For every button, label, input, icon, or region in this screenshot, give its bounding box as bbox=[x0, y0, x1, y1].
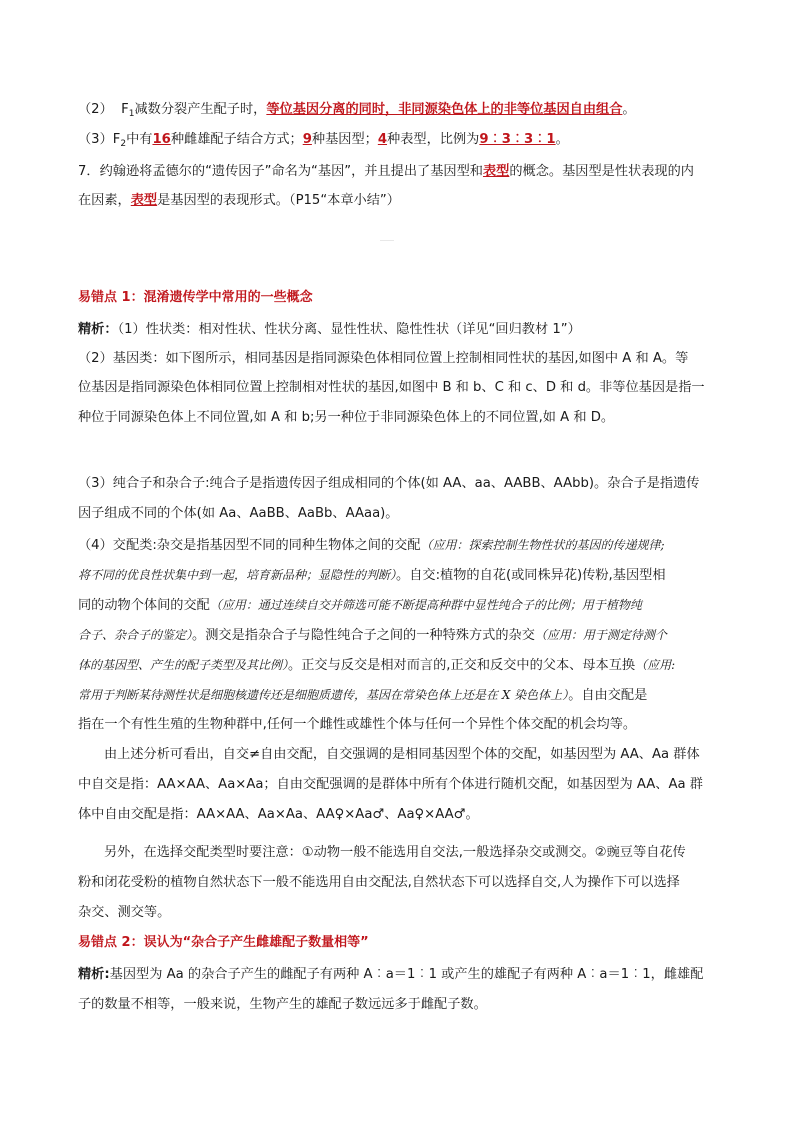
key-answer: 等位基因分离的同时，非同源染色体上的非等位基因自由组合 bbox=[266, 102, 623, 117]
selfing-vs-random-l2: 中自交是指：AA×AA、Aa×Aa；自由交配强调的是群体中所有个体进行随机交配，如基因型为 AA、Aa 群 bbox=[78, 777, 703, 792]
analysis-mating-l6: 常用于判断某待测性状是细胞核遗传还是细胞质遗传，基因在常染色体上还是在 X 染色体上）。自由交配是 bbox=[78, 688, 648, 703]
analysis-genes-l1: （2）基因类：如下图所示，相同基因是指同源染色体相同位置上控制相同性状的基因,如图中 A 和 A。等 bbox=[78, 351, 689, 366]
analysis-mating-l5: 体的基因型、产生的配子类型及其比例）。正交与反交是相对而言的,正交和反交中的父本、母本互换（应用: bbox=[78, 658, 676, 673]
analysis-mating-l7: 指在一个有性生殖的生物种群中,任何一个雌性或雄性个体与任何一个异性个体交配的机会均等。 bbox=[78, 717, 637, 732]
analysis-traits: 精析：（1）性状类：相对性状、性状分离、显性性状、隐性性状（详见“回归教材 1”） bbox=[78, 322, 581, 337]
selection-notes-l1: 另外，在选择交配类型时要注意：①动物一般不能选用自交法,一般选择杂交或测交。②豌豆等自花传 bbox=[104, 845, 686, 860]
analysis-mating-l1: （4）交配类:杂交是指基因型不同的同种生物体之间的交配（应用：探索控制生物性状的基因的传递规律; bbox=[78, 538, 665, 553]
para-johannsen-line2: 在因素，表型是基因型的表现形式。（P15“本章小结”） bbox=[78, 193, 400, 208]
answer-phenotype: 表型 bbox=[482, 164, 510, 179]
analysis-gametes-l1: 精析:基因型为 Aa 的杂合子产生的雌配子有两种 A︰a＝1︰1 或产生的雄配子有两种 A︰a＝1︰1，雌雄配 bbox=[78, 967, 704, 982]
analysis-genes-l3: 种位于同源染色体上不同位置,如 A 和 b;另一种位于非同源染色体上的不同位置,如 A 和 D。 bbox=[78, 410, 615, 425]
analysis-gametes-l2: 子的数量不相等，一般来说，生物产生的雄配子数远远多于雌配子数。 bbox=[78, 997, 487, 1012]
analysis-mating-l3: 同的动物个体间的交配（应用：通过连续自交并筛选可能不断提高种群中显性纯合子的比例；用于植物纯 bbox=[78, 598, 642, 613]
para-f2-combinations: $(3)F_2$中有16种雌雄配子结合方式；9种基因型；4种表型，比例为9︰3︰3︰1。 bbox=[78, 132, 569, 149]
analysis-mating-l2: 将不同的优良性状集中到一起，培育新品种；显隐性的判断）。自交:植物的自花(或同株异花)传粉,基因型相 bbox=[78, 568, 666, 583]
answer-ratio: 9︰3︰3︰1 bbox=[479, 132, 556, 147]
section-heading-1: 易错点 1：混淆遗传学中常用的一些概念 bbox=[78, 290, 313, 305]
divider bbox=[380, 240, 394, 241]
section-heading-2: 易错点 2：误认为“杂合子产生雌雄配子数量相等” bbox=[78, 935, 369, 950]
para-johannsen-line1: 7．约翰逊将孟德尔的“遗传因子”命名为“基因”，并且提出了基因型和表型的概念。基因型是性状表现的内 bbox=[78, 164, 694, 179]
para-f1-meiosis: （2） $F_1$减数分裂产生配子时，等位基因分离的同时，非同源染色体上的非等位基因自由组合。 bbox=[78, 102, 636, 119]
selfing-vs-random-l3: 体中自由交配是指：AA×AA、Aa×Aa、AA♀×Aa♂、Aa♀×AA♂。 bbox=[78, 807, 479, 822]
selection-notes-l3: 杂交、测交等。 bbox=[78, 905, 171, 920]
analysis-genes-l2: 位基因是指同源染色体相同位置上控制相对性状的基因,如图中 B 和 b、C 和 c、D 和 d。非等位基因是指一 bbox=[78, 380, 705, 395]
selfing-vs-random-l1: 由上述分析可看出，自交≠自由交配，自交强调的是相同基因型个体的交配，如基因型为 AA、Aa 群体 bbox=[104, 747, 700, 762]
answer-4: 4 bbox=[377, 132, 388, 147]
answer-16: 16 bbox=[152, 132, 171, 147]
selection-notes-l2: 粉和闭花受粉的植物自然状态下一般不能选用自由交配法,自然状态下可以选择自交,人为操作下可以选择 bbox=[78, 875, 680, 890]
analysis-homozygote-l1: （3）纯合子和杂合子:纯合子是指遗传因子组成相同的个体(如 AA、aa、AABB、AAbb)。杂合子是指遗传 bbox=[78, 476, 700, 491]
answer-9: 9 bbox=[302, 132, 312, 147]
answer-phenotype-2: 表型 bbox=[130, 193, 158, 208]
analysis-mating-l4: 合子、杂合子的鉴定）。测交是指杂合子与隐性纯合子之间的一种特殊方式的杂交（应用：用于测定待测个 bbox=[78, 628, 667, 643]
analysis-homozygote-l2: 因子组成不同的个体(如 Aa、AaBB、AaBb、AAaa)。 bbox=[78, 506, 399, 521]
